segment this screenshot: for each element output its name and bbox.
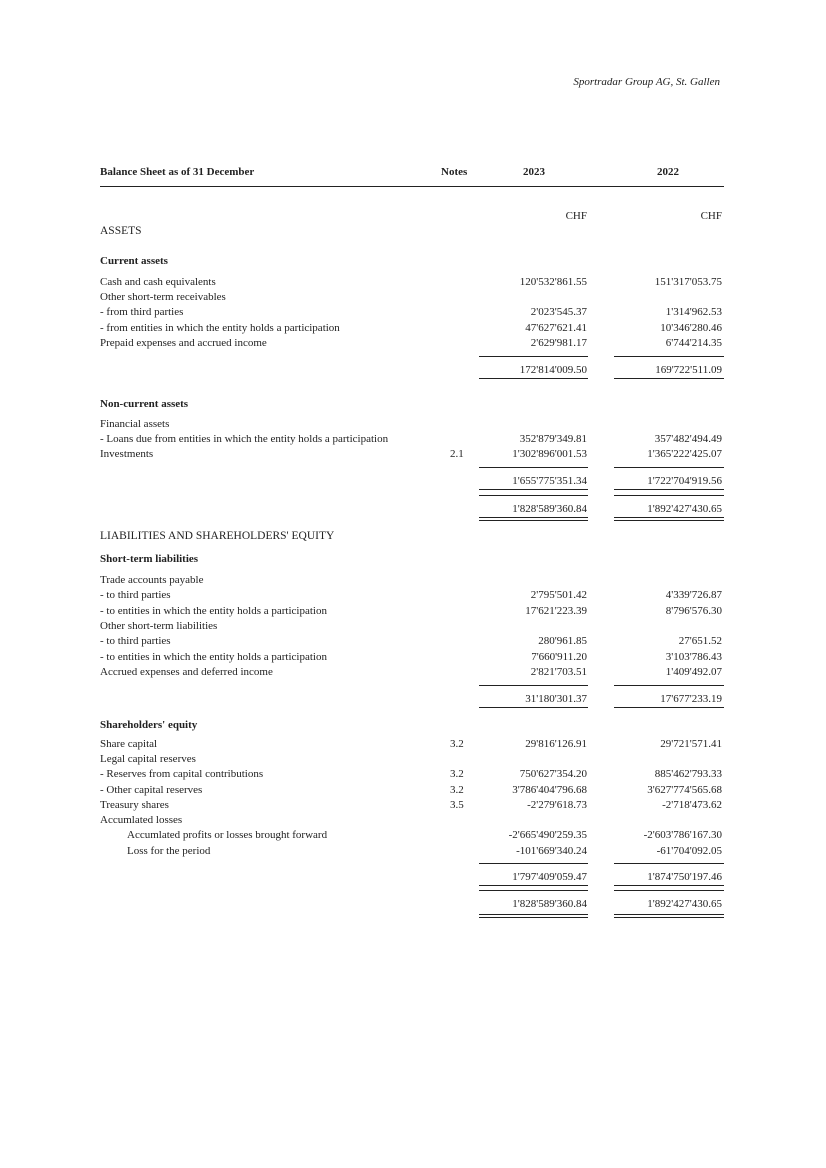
value-2023: 7'660'911.20 [531, 651, 587, 663]
section-heading: ASSETS [100, 225, 142, 237]
table-row [100, 813, 724, 828]
group-heading: Short-term liabilities [100, 553, 199, 565]
table-row [100, 665, 724, 680]
note-ref: 3.2 [450, 768, 464, 780]
value-2023: 47'627'621.41 [525, 322, 587, 334]
subtotal-underline-2022 [614, 489, 724, 490]
table-row [100, 737, 724, 752]
value-2022: 1'722'704'919.56 [647, 475, 722, 487]
table-row [100, 552, 724, 567]
value-2022: 6'744'214.35 [665, 337, 722, 349]
total-row [100, 363, 724, 378]
subtotal-underline-2023 [479, 378, 588, 379]
subtotal-rule-2022 [614, 863, 724, 864]
row-label: Financial assets [100, 418, 170, 430]
subtotal-rule-2022 [614, 685, 724, 686]
table-row [100, 588, 724, 603]
section-heading: LIABILITIES AND SHAREHOLDERS' EQUITY [100, 530, 335, 542]
row-label: - Reserves from capital contributions [100, 768, 264, 780]
value-2023: 29'816'126.91 [525, 738, 587, 750]
value-2022: 1'365'222'425.07 [647, 448, 722, 460]
subtotal-rule-2022 [614, 467, 724, 468]
row-label: Accumlated profits or losses brought forward [127, 829, 328, 841]
row-label: Accumlated losses [100, 814, 183, 826]
value-2022: 357'482'494.49 [654, 433, 722, 445]
row-label: - Other capital reserves [100, 784, 203, 796]
table-row [100, 275, 724, 290]
value-2023: 2'795'501.42 [530, 589, 587, 601]
row-label: Accrued expenses and deferred income [100, 666, 273, 678]
value-2023: 1'302'896'001.53 [512, 448, 587, 460]
note-ref: 3.2 [450, 738, 464, 750]
value-2023: -101'669'340.24 [516, 845, 587, 857]
subtotal-rule-2023 [479, 890, 588, 891]
table-row [100, 432, 724, 447]
subtotal-underline-2023 [479, 707, 588, 708]
value-2023: 120'532'861.55 [519, 276, 587, 288]
value-2023: 31'180'301.37 [525, 693, 587, 705]
total-row [100, 474, 724, 489]
value-2023: 3'786'404'796.68 [512, 784, 587, 796]
value-2023: 2'023'545.37 [530, 306, 587, 318]
value-2022: 151'317'053.75 [654, 276, 722, 288]
value-2023: -2'665'490'259.35 [508, 829, 587, 841]
table-row [100, 844, 724, 859]
value-2022: 885'462'793.33 [654, 768, 722, 780]
table-row [100, 798, 724, 813]
total-row [100, 870, 724, 885]
grand-total-double-rule-2023 [479, 517, 588, 521]
table-row [100, 417, 724, 432]
year-2023-header: 2023 [523, 166, 545, 178]
value-2022: 1'409'492.07 [665, 666, 722, 678]
value-2022: 169'722'511.09 [655, 364, 722, 376]
subtotal-underline-2023 [479, 885, 588, 886]
grand-total-double-rule-2022 [614, 914, 724, 918]
subtotal-rule-2023 [479, 356, 588, 357]
row-label: - from third parties [100, 306, 184, 318]
year-2022-header: 2022 [657, 166, 679, 178]
row-label: Legal capital reserves [100, 753, 196, 765]
table-row [100, 529, 724, 544]
row-label: Share capital [100, 738, 158, 750]
table-row [100, 336, 724, 351]
row-label: Other short-term receivables [100, 291, 226, 303]
row-label: - to entities in which the entity holds a participation [100, 651, 327, 663]
group-heading: Current assets [100, 255, 168, 267]
table-row [100, 290, 724, 305]
value-2023: 1'828'589'360.84 [512, 503, 587, 515]
row-label: - Loans due from entities in which the entity holds a participation [100, 433, 389, 445]
value-2022: CHF [700, 210, 722, 222]
table-row [100, 634, 724, 649]
note-ref: 3.2 [450, 784, 464, 796]
value-2022: 4'339'726.87 [665, 589, 722, 601]
group-heading: Non-current assets [100, 398, 189, 410]
table-row [100, 224, 724, 239]
table-row [100, 619, 724, 634]
value-2022: 27'651.52 [678, 635, 722, 647]
value-2023: 17'621'223.39 [525, 605, 587, 617]
subtotal-rule-2023 [479, 863, 588, 864]
subtotal-rule-2023 [479, 495, 588, 496]
subtotal-rule-2023 [479, 685, 588, 686]
table-row [100, 209, 724, 224]
note-ref: 2.1 [450, 448, 464, 460]
value-2022: 17'677'233.19 [660, 693, 722, 705]
row-label: - to entities in which the entity holds a participation [100, 605, 327, 617]
table-row [100, 828, 724, 843]
row-label: Other short-term liabilities [100, 620, 218, 632]
table-row [100, 718, 724, 733]
value-2022: 10'346'280.46 [660, 322, 722, 334]
table-row [100, 305, 724, 320]
subtotal-underline-2023 [479, 489, 588, 490]
value-2023: 1'655'775'351.34 [512, 475, 587, 487]
grand-total-double-rule-2023 [479, 914, 588, 918]
table-title: Balance Sheet as of 31 December [100, 166, 255, 178]
total-row [100, 502, 724, 517]
table-row [100, 604, 724, 619]
subtotal-underline-2022 [614, 707, 724, 708]
value-2022: 1'892'427'430.65 [647, 503, 722, 515]
value-2023: 280'961.85 [538, 635, 587, 647]
value-2022: 3'627'774'565.68 [647, 784, 722, 796]
row-label: Prepaid expenses and accrued income [100, 337, 267, 349]
value-2022: -2'603'786'167.30 [643, 829, 722, 841]
row-label: - to third parties [100, 635, 171, 647]
value-2023: 172'814'009.50 [519, 364, 587, 376]
value-2023: -2'279'618.73 [527, 799, 587, 811]
table-row [100, 447, 724, 462]
row-label: Cash and cash equivalents [100, 276, 216, 288]
row-label: Treasury shares [100, 799, 169, 811]
value-2023: 2'821'703.51 [530, 666, 587, 678]
value-2022: 8'796'576.30 [665, 605, 722, 617]
notes-column-header: Notes [441, 166, 468, 178]
row-label: Investments [100, 448, 154, 460]
subtotal-underline-2022 [614, 885, 724, 886]
row-label: - from entities in which the entity holds a participation [100, 322, 340, 334]
grand-total-double-rule-2022 [614, 517, 724, 521]
table-row [100, 321, 724, 336]
subtotal-rule-2023 [479, 467, 588, 468]
subtotal-rule-2022 [614, 356, 724, 357]
value-2023: CHF [565, 210, 587, 222]
group-heading: Shareholders' equity [100, 719, 198, 731]
table-row [100, 783, 724, 798]
company-name: Sportradar Group AG, St. Gallen [573, 76, 720, 88]
subtotal-underline-2022 [614, 378, 724, 379]
table-row [100, 767, 724, 782]
value-2022: -2'718'473.62 [662, 799, 722, 811]
value-2022: 1'874'750'197.46 [647, 871, 722, 883]
total-row [100, 692, 724, 707]
row-label: - to third parties [100, 589, 171, 601]
row-label: Loss for the period [127, 845, 211, 857]
value-2023: 1'828'589'360.84 [512, 898, 587, 910]
subtotal-rule-2022 [614, 890, 724, 891]
table-row [100, 254, 724, 269]
subtotal-rule-2022 [614, 495, 724, 496]
value-2022: 3'103'786.43 [665, 651, 722, 663]
value-2023: 750'627'354.20 [519, 768, 587, 780]
row-label: Trade accounts payable [100, 574, 204, 586]
value-2023: 352'879'349.81 [519, 433, 587, 445]
table-row [100, 650, 724, 665]
value-2023: 2'629'981.17 [530, 337, 587, 349]
table-row [100, 397, 724, 412]
value-2022: 1'314'962.53 [665, 306, 722, 318]
total-row [100, 897, 724, 912]
value-2022: 1'892'427'430.65 [647, 898, 722, 910]
value-2022: -61'704'092.05 [656, 845, 722, 857]
value-2023: 1'797'409'059.47 [512, 871, 587, 883]
table-row [100, 752, 724, 767]
note-ref: 3.5 [450, 799, 464, 811]
table-row [100, 573, 724, 588]
value-2022: 29'721'571.41 [660, 738, 722, 750]
